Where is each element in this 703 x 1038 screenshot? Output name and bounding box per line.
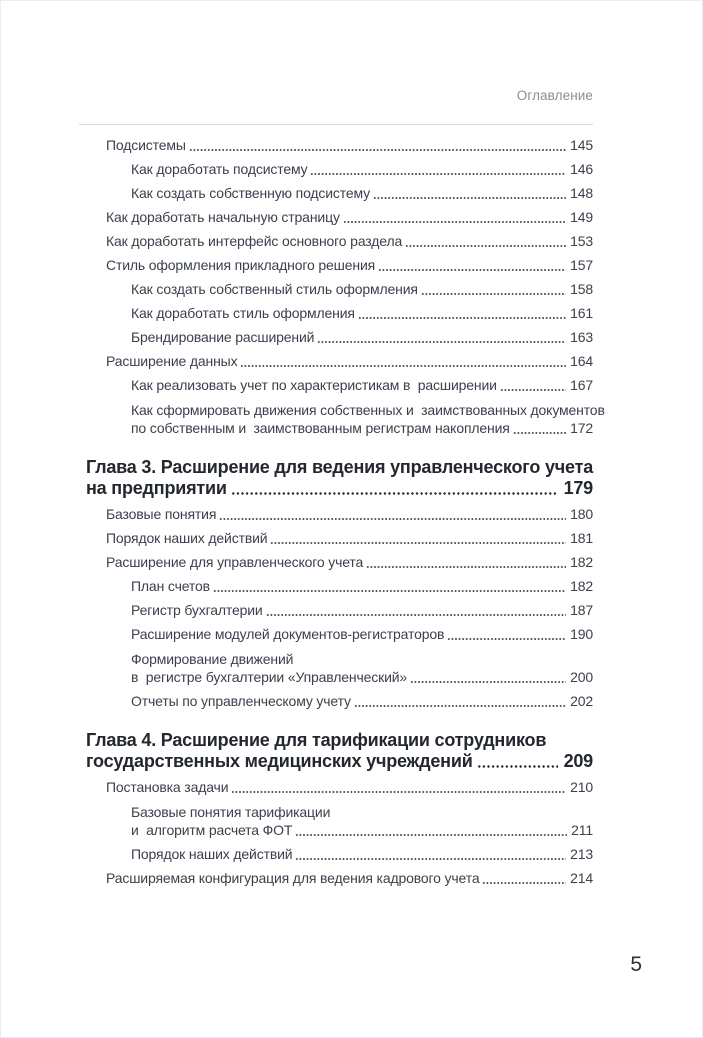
dot-leader xyxy=(317,340,566,344)
toc-chapter-heading xyxy=(79,457,593,499)
toc-entry-last-line xyxy=(106,257,593,274)
toc-entry-text: Расширение модулей документов-регистраторов xyxy=(131,626,445,642)
toc-page-number: 209 xyxy=(563,751,593,771)
toc-entry xyxy=(79,578,593,595)
toc-entry xyxy=(79,506,593,523)
toc-page-number: 190 xyxy=(570,626,593,642)
toc-entry-text: государственных медицинских учреждений xyxy=(86,751,473,771)
toc-entry-last-line xyxy=(106,209,593,226)
toc-entry xyxy=(79,161,593,178)
dot-leader xyxy=(354,704,566,708)
toc-entry-last-line xyxy=(131,305,593,322)
toc-entry xyxy=(79,530,593,547)
toc-entry xyxy=(79,377,593,394)
toc-entry-text: Постановка задачи xyxy=(106,779,229,795)
toc-entry-last-line xyxy=(131,578,593,595)
toc-page-number: 211 xyxy=(571,822,593,838)
toc-entry-text: Глава 4. Расширение для тарификации сотрудников xyxy=(86,730,547,750)
toc-entry-last-line xyxy=(106,554,593,571)
toc-entry xyxy=(79,870,593,887)
toc-entry-text: Как доработать подсистему xyxy=(131,161,308,177)
toc-entry-text: Брендирование расширений xyxy=(131,329,315,345)
toc-entry-last-line xyxy=(131,420,593,437)
toc-entry-last-line xyxy=(131,161,593,178)
toc-entry-text: и алгоритм расчета ФОТ xyxy=(131,822,293,838)
toc-entry-text: Как реализовать учет по характеристикам в расширении xyxy=(131,377,497,393)
toc-entry-last-line xyxy=(106,137,593,154)
dot-leader xyxy=(410,680,566,684)
toc-entry xyxy=(79,401,605,437)
toc-entry xyxy=(79,209,593,226)
toc-entry-last-line xyxy=(131,846,593,863)
toc-entry-last-line xyxy=(131,602,593,619)
toc-entry-text: Подсистемы xyxy=(106,137,186,153)
toc-entry xyxy=(79,554,593,571)
dot-leader xyxy=(513,431,566,435)
toc-entry-text: План счетов xyxy=(131,578,210,594)
toc-entry xyxy=(79,626,593,643)
dot-leader xyxy=(231,491,558,496)
toc-entry-text: Как создать собственный стиль оформления xyxy=(131,281,418,297)
toc-entry-text: Отчеты по управленческому учету xyxy=(131,693,351,709)
toc-entry xyxy=(79,803,593,839)
toc-entry xyxy=(79,233,593,250)
toc-entry-last-line xyxy=(131,669,593,686)
running-header-title: Оглавление xyxy=(516,88,593,103)
toc-entry-last-line xyxy=(106,870,593,887)
toc-page-number: 202 xyxy=(570,693,593,709)
running-header xyxy=(79,89,593,103)
toc-entry-text: Расширяемая конфигурация для ведения кадрового учета xyxy=(106,870,480,886)
toc-page-number: 200 xyxy=(570,669,593,685)
toc-page-number: 181 xyxy=(570,530,593,546)
toc-entry-last-line xyxy=(131,185,593,202)
dot-leader xyxy=(405,244,566,248)
dot-leader xyxy=(447,637,566,641)
toc-entry-text: Расширение данных xyxy=(106,353,238,369)
dot-leader xyxy=(219,517,566,521)
toc-entry xyxy=(79,329,593,346)
toc-entry-text: Базовые понятия тарификации xyxy=(131,804,331,820)
toc-page-number: 182 xyxy=(570,578,593,594)
toc-entry xyxy=(79,137,593,154)
toc-entry xyxy=(79,305,593,322)
dot-leader xyxy=(231,790,566,794)
toc-page-number: 164 xyxy=(570,353,593,369)
toc-page-number: 213 xyxy=(570,846,593,862)
toc-entry-text: Как доработать начальную страницу xyxy=(106,209,340,225)
toc-entry-text: Порядок наших действий xyxy=(131,846,293,862)
dot-leader xyxy=(189,148,566,152)
toc-entry-text: Базовые понятия xyxy=(106,506,217,522)
toc-page-number: 163 xyxy=(570,329,593,345)
dot-leader xyxy=(213,589,566,593)
toc-entry xyxy=(79,779,593,796)
toc-page-number: 210 xyxy=(570,779,593,795)
toc-page-number: 172 xyxy=(570,420,593,436)
dot-leader xyxy=(366,565,566,569)
dot-leader xyxy=(343,220,566,224)
dot-leader xyxy=(310,172,566,176)
toc-entry-last-line xyxy=(106,779,593,796)
toc-page-number: 149 xyxy=(570,209,593,225)
toc-page-number: 161 xyxy=(570,305,593,321)
toc-entry-last-line xyxy=(131,822,593,839)
dot-leader xyxy=(421,292,566,296)
dot-leader xyxy=(266,613,566,617)
dot-leader xyxy=(270,541,566,545)
toc-entry-text: Как доработать интерфейс основного раздела xyxy=(106,233,403,249)
toc-entry-text: на предприятии xyxy=(86,478,227,498)
toc-entry-text: по собственным и заимствованным регистрам накопления xyxy=(131,420,510,436)
toc-entry-text: Глава 3. Расширение для ведения управленческого учета xyxy=(86,457,594,477)
toc-page-number: 187 xyxy=(570,602,593,618)
toc-entry-last-line xyxy=(86,478,593,499)
toc-page-number: 180 xyxy=(570,506,593,522)
toc-page-number: 167 xyxy=(570,377,593,393)
toc-page-number: 158 xyxy=(570,281,593,297)
toc-page-number: 214 xyxy=(570,870,593,886)
toc-page-number: 182 xyxy=(570,554,593,570)
page-number-folio: 5 xyxy=(630,953,642,976)
toc-entry-last-line xyxy=(131,626,593,643)
toc-entry xyxy=(79,693,593,710)
toc-entry xyxy=(79,602,593,619)
toc-page-number: 146 xyxy=(570,161,593,177)
dot-leader xyxy=(295,857,566,861)
toc-page-number: 153 xyxy=(570,233,593,249)
toc-entry-text: Как сформировать движения собственных и заимствованных документов xyxy=(131,402,605,418)
toc-entry-text: Расширение для управленческого учета xyxy=(106,554,364,570)
toc-entry-text: Порядок наших действий xyxy=(106,530,268,546)
toc-entry xyxy=(79,185,593,202)
toc-page-number: 148 xyxy=(570,185,593,201)
toc-entry-text: Регистр бухгалтерии xyxy=(131,602,263,618)
toc-entry xyxy=(79,846,593,863)
dot-leader xyxy=(240,364,566,368)
dot-leader xyxy=(500,388,566,392)
toc-entry xyxy=(79,257,593,274)
toc-entry xyxy=(79,353,593,370)
toc-entry-text: Как создать собственную подсистему xyxy=(131,185,371,201)
toc-chapter-heading xyxy=(79,730,593,772)
toc-page-number: 157 xyxy=(570,257,593,273)
toc-entry xyxy=(79,281,593,298)
dot-leader xyxy=(482,881,566,885)
toc-page-number: 145 xyxy=(570,137,593,153)
dot-leader xyxy=(378,268,566,272)
toc-entry-last-line xyxy=(106,530,593,547)
toc-entry-text: Как доработать стиль оформления xyxy=(131,305,355,321)
dot-leader xyxy=(358,316,566,320)
toc-entry xyxy=(79,650,593,686)
dot-leader xyxy=(295,833,567,837)
toc-entry-last-line xyxy=(131,377,593,394)
toc-entry-last-line xyxy=(86,751,593,772)
toc-entry-last-line xyxy=(131,329,593,346)
dot-leader xyxy=(373,196,566,200)
toc-entry-last-line xyxy=(106,506,593,523)
toc-entry-last-line xyxy=(106,353,593,370)
toc-entry-last-line xyxy=(131,693,593,710)
toc-entry-last-line xyxy=(131,281,593,298)
toc-list xyxy=(79,137,605,887)
header-rule xyxy=(79,124,593,125)
toc-entry-text: Стиль оформления прикладного решения xyxy=(106,257,376,273)
toc-entry-text: Формирование движений xyxy=(131,651,294,667)
toc-entry-text: в регистре бухгалтерии «Управленческий» xyxy=(131,669,408,685)
toc-entry-last-line xyxy=(106,233,593,250)
dot-leader xyxy=(477,764,558,769)
toc-page-number: 179 xyxy=(563,478,593,498)
